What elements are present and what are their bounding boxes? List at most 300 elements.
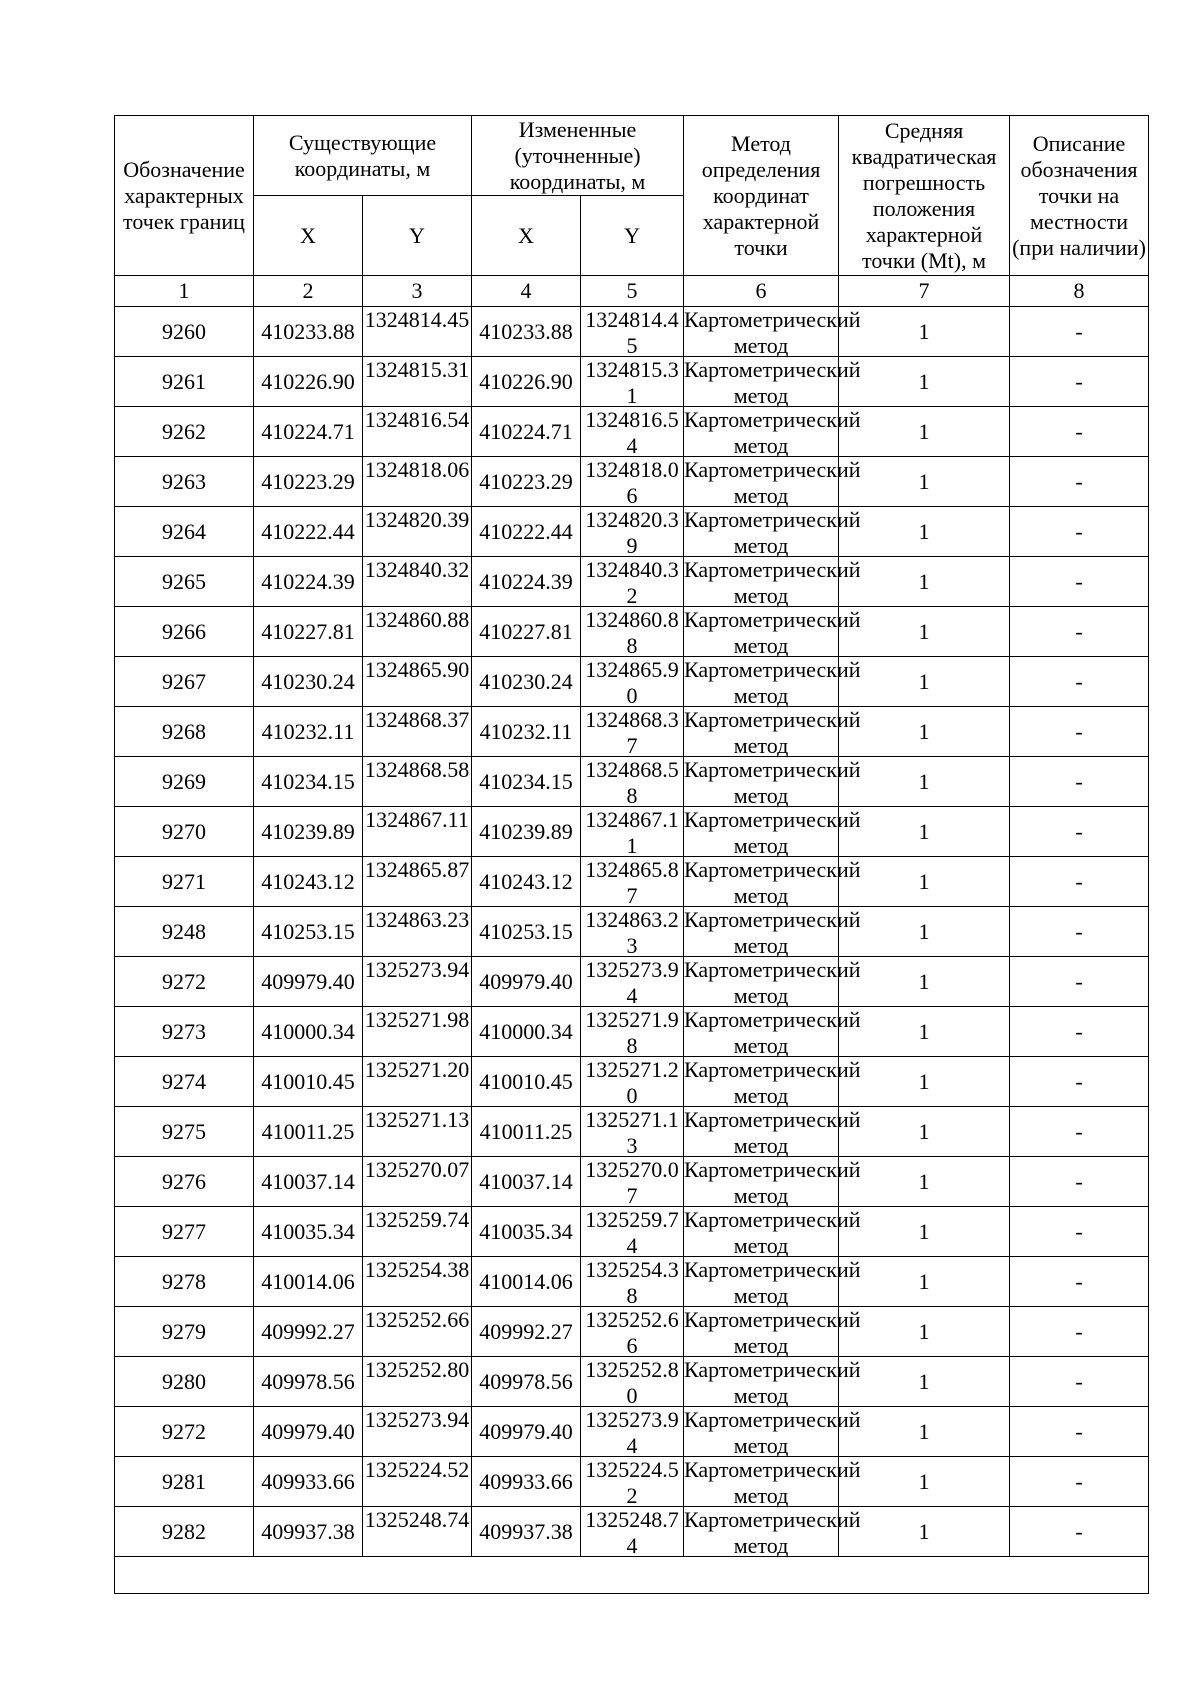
- changed-y-cell-text: 1324840.32: [585, 557, 679, 608]
- column-number: 1: [115, 276, 254, 307]
- existing-y-cell-text: 1324860.88: [364, 607, 470, 632]
- existing-x-cell: 410011.25: [254, 1107, 363, 1157]
- existing-x-cell: 410239.89: [254, 807, 363, 857]
- point-id-cell: 9271: [115, 857, 254, 907]
- changed-x-cell: 410010.45: [472, 1057, 581, 1107]
- method-cell-text: Картометрический метод: [684, 857, 861, 908]
- method-cell-text: Картометрический метод: [684, 1007, 861, 1058]
- method-cell: [684, 1307, 861, 1358]
- method-cell-text: Картометрический метод: [684, 307, 861, 358]
- existing-y-cell: [363, 607, 472, 657]
- description-cell: -: [1010, 557, 1149, 607]
- point-id-cell: 9267: [115, 657, 254, 707]
- description-cell: -: [1010, 607, 1149, 657]
- table-row: [115, 1457, 1149, 1507]
- point-id-cell: 9280: [115, 1357, 254, 1407]
- existing-y-cell: [363, 1207, 472, 1257]
- existing-x-cell: 409979.40: [254, 1407, 363, 1457]
- method-cell: [684, 1257, 861, 1308]
- description-cell: -: [1010, 657, 1149, 707]
- table-row: [115, 307, 1149, 357]
- method-cell: [684, 407, 861, 458]
- existing-x-cell: 410253.15: [254, 907, 363, 957]
- method-cell-text: Картометрический метод: [684, 407, 861, 458]
- existing-y-cell-text: 1325252.66: [364, 1307, 470, 1332]
- point-id-cell: 9282: [115, 1507, 254, 1557]
- table-row: [115, 1257, 1149, 1307]
- coordinates-sheet: [114, 115, 1148, 1594]
- mean-error-cell: 1: [839, 1157, 1010, 1207]
- method-cell: [684, 1457, 861, 1508]
- point-id-cell: 9264: [115, 507, 254, 557]
- method-cell: [684, 1507, 861, 1558]
- existing-y-cell: [363, 1307, 472, 1357]
- method-cell: [684, 1407, 861, 1458]
- method-cell-text: Картометрический метод: [684, 1357, 861, 1408]
- table-row: [115, 1057, 1149, 1107]
- method-cell: [684, 1207, 861, 1258]
- column-number: 2: [254, 276, 363, 307]
- description-cell: -: [1010, 1057, 1149, 1107]
- changed-x-cell: 410223.29: [472, 457, 581, 507]
- method-cell: [684, 357, 861, 408]
- existing-y-cell: [363, 1057, 472, 1107]
- method-cell-text: Картометрический метод: [684, 357, 861, 408]
- method-cell: [684, 707, 861, 758]
- method-cell: [684, 1107, 861, 1158]
- table-row: [115, 1507, 1149, 1557]
- existing-y-cell-text: 1325271.13: [364, 1107, 470, 1132]
- point-id-cell: 9272: [115, 1407, 254, 1457]
- existing-y-cell-text: 1324818.06: [364, 457, 470, 482]
- changed-y-cell: [581, 807, 684, 857]
- existing-y-cell: [363, 757, 472, 807]
- changed-y-cell-text: 1324867.11: [585, 807, 679, 858]
- changed-x-cell: 409978.56: [472, 1357, 581, 1407]
- changed-x-cell: 409979.40: [472, 1407, 581, 1457]
- changed-y-cell-text: 1324868.58: [585, 757, 679, 808]
- changed-x-cell: 410035.34: [472, 1207, 581, 1257]
- changed-y-cell-text: 1324863.23: [585, 907, 679, 958]
- changed-x-cell: 409992.27: [472, 1307, 581, 1357]
- changed-x-cell: 409937.38: [472, 1507, 581, 1557]
- point-id-cell: 9270: [115, 807, 254, 857]
- changed-y-cell: [581, 1407, 684, 1457]
- existing-x-cell: 410230.24: [254, 657, 363, 707]
- changed-y-cell: [581, 1107, 684, 1157]
- method-cell: [684, 1157, 861, 1208]
- table-row: [115, 857, 1149, 907]
- coordinates-table: [114, 115, 1149, 1594]
- existing-x-cell: 410014.06: [254, 1257, 363, 1307]
- table-row: [115, 1007, 1149, 1057]
- changed-y-cell-text: 1325270.07: [585, 1157, 679, 1208]
- method-cell-text: Картометрический метод: [684, 957, 861, 1008]
- changed-y-cell: [581, 1457, 684, 1507]
- changed-y-cell: [581, 707, 684, 757]
- description-cell: -: [1010, 1407, 1149, 1457]
- description-cell: -: [1010, 807, 1149, 857]
- existing-y-cell-text: 1324863.23: [364, 907, 470, 932]
- header-existing-x: X: [254, 196, 363, 276]
- header-changed-y: Y: [581, 196, 684, 276]
- column-number: 7: [839, 276, 1010, 307]
- existing-y-cell: [363, 357, 472, 407]
- existing-y-cell: [363, 807, 472, 857]
- changed-x-cell: 410233.88: [472, 307, 581, 357]
- method-cell-text: Картометрический метод: [684, 707, 861, 758]
- mean-error-cell: 1: [839, 707, 1010, 757]
- method-cell: [684, 757, 861, 808]
- method-cell-text: Картометрический метод: [684, 1107, 861, 1158]
- description-cell: -: [1010, 1307, 1149, 1357]
- method-cell-text: Картометрический метод: [684, 557, 861, 608]
- changed-y-cell: [581, 407, 684, 457]
- changed-y-cell: [581, 1007, 684, 1057]
- point-id-cell: 9269: [115, 757, 254, 807]
- changed-x-cell: 410253.15: [472, 907, 581, 957]
- mean-error-cell: 1: [839, 557, 1010, 607]
- changed-y-cell: [581, 307, 684, 357]
- point-id-cell: 9272: [115, 957, 254, 1007]
- changed-y-cell-text: 1324814.45: [585, 307, 679, 358]
- table-row: [115, 1107, 1149, 1157]
- changed-y-cell: [581, 1057, 684, 1107]
- point-id-cell: 9268: [115, 707, 254, 757]
- table-row: [115, 657, 1149, 707]
- changed-y-cell-text: 1325273.94: [585, 1407, 679, 1458]
- changed-x-cell: 410239.89: [472, 807, 581, 857]
- column-number: 3: [363, 276, 472, 307]
- mean-error-cell: 1: [839, 1307, 1010, 1357]
- table-body: [115, 307, 1149, 1557]
- changed-y-cell-text: 1325271.98: [585, 1007, 679, 1058]
- existing-x-cell: 410243.12: [254, 857, 363, 907]
- existing-y-cell: [363, 707, 472, 757]
- changed-y-cell-text: 1325271.13: [585, 1107, 679, 1158]
- header-method: Метод определения координат характерной точки: [684, 116, 839, 276]
- point-id-cell: 9260: [115, 307, 254, 357]
- changed-y-cell: [581, 857, 684, 907]
- changed-x-cell: 410037.14: [472, 1157, 581, 1207]
- table-row: [115, 407, 1149, 457]
- changed-y-cell: [581, 657, 684, 707]
- changed-y-cell: [581, 907, 684, 957]
- changed-y-cell-text: 1325271.20: [585, 1057, 679, 1108]
- existing-x-cell: 409979.40: [254, 957, 363, 1007]
- changed-x-cell: 409933.66: [472, 1457, 581, 1507]
- method-cell: [684, 957, 861, 1008]
- method-cell-text: Картометрический метод: [684, 1407, 861, 1458]
- changed-x-cell: 410224.39: [472, 557, 581, 607]
- method-cell: [684, 307, 861, 358]
- table-row: [115, 757, 1149, 807]
- existing-y-cell-text: 1324865.87: [364, 857, 470, 882]
- existing-y-cell: [363, 407, 472, 457]
- description-cell: -: [1010, 957, 1149, 1007]
- description-cell: -: [1010, 507, 1149, 557]
- changed-y-cell-text: 1324865.90: [585, 657, 679, 708]
- existing-y-cell-text: 1325224.52: [364, 1457, 470, 1482]
- description-cell: -: [1010, 307, 1149, 357]
- changed-x-cell: 410224.71: [472, 407, 581, 457]
- existing-y-cell: [363, 1357, 472, 1407]
- description-cell: -: [1010, 1107, 1149, 1157]
- changed-x-cell: 410232.11: [472, 707, 581, 757]
- mean-error-cell: 1: [839, 857, 1010, 907]
- changed-y-cell-text: 1324865.87: [585, 857, 679, 908]
- existing-x-cell: 410233.88: [254, 307, 363, 357]
- header-existing-y: Y: [363, 196, 472, 276]
- changed-y-cell: [581, 1207, 684, 1257]
- existing-y-cell-text: 1324868.58: [364, 757, 470, 782]
- method-cell-text: Картометрический метод: [684, 757, 861, 808]
- changed-x-cell: 410000.34: [472, 1007, 581, 1057]
- changed-y-cell: [581, 1507, 684, 1557]
- mean-error-cell: 1: [839, 907, 1010, 957]
- changed-y-cell: [581, 607, 684, 657]
- method-cell-text: Картометрический метод: [684, 1157, 861, 1208]
- method-cell-text: Картометрический метод: [684, 607, 861, 658]
- mean-error-cell: 1: [839, 1407, 1010, 1457]
- method-cell-text: Картометрический метод: [684, 1207, 861, 1258]
- description-cell: -: [1010, 407, 1149, 457]
- existing-y-cell: [363, 1007, 472, 1057]
- method-cell-text: Картометрический метод: [684, 1257, 861, 1308]
- existing-y-cell: [363, 1157, 472, 1207]
- table-row: [115, 1407, 1149, 1457]
- column-number: 8: [1010, 276, 1149, 307]
- existing-y-cell: [363, 907, 472, 957]
- existing-x-cell: 410227.81: [254, 607, 363, 657]
- column-number: 6: [684, 276, 839, 307]
- changed-y-cell-text: 1325259.74: [585, 1207, 679, 1258]
- existing-y-cell: [363, 657, 472, 707]
- table-row: [115, 357, 1149, 407]
- mean-error-cell: 1: [839, 1007, 1010, 1057]
- existing-y-cell-text: 1324814.45: [364, 307, 470, 332]
- method-cell: [684, 657, 861, 708]
- method-cell-text: Картометрический метод: [684, 1307, 861, 1358]
- existing-y-cell-text: 1325254.38: [364, 1257, 470, 1282]
- method-cell-text: Картометрический метод: [684, 1457, 861, 1508]
- table-row: [115, 1307, 1149, 1357]
- changed-y-cell-text: 1324816.54: [585, 407, 679, 458]
- method-cell: [684, 907, 861, 958]
- existing-x-cell: 409937.38: [254, 1507, 363, 1557]
- existing-x-cell: 410037.14: [254, 1157, 363, 1207]
- table-row: [115, 557, 1149, 607]
- changed-y-cell: [581, 957, 684, 1007]
- existing-y-cell-text: 1325259.74: [364, 1207, 470, 1232]
- changed-y-cell: [581, 757, 684, 807]
- mean-error-cell: 1: [839, 457, 1010, 507]
- mean-error-cell: 1: [839, 657, 1010, 707]
- existing-y-cell: [363, 1457, 472, 1507]
- existing-x-cell: 410234.15: [254, 757, 363, 807]
- table-header: [115, 116, 1149, 307]
- existing-y-cell-text: 1324868.37: [364, 707, 470, 732]
- description-cell: -: [1010, 1007, 1149, 1057]
- description-cell: -: [1010, 1207, 1149, 1257]
- mean-error-cell: 1: [839, 757, 1010, 807]
- changed-x-cell: 410230.24: [472, 657, 581, 707]
- existing-y-cell: [363, 1107, 472, 1157]
- mean-error-cell: 1: [839, 807, 1010, 857]
- mean-error-cell: 1: [839, 507, 1010, 557]
- existing-y-cell-text: 1325248.74: [364, 1507, 470, 1532]
- existing-y-cell-text: 1324815.31: [364, 357, 470, 382]
- mean-error-cell: 1: [839, 1207, 1010, 1257]
- existing-y-cell: [363, 1257, 472, 1307]
- point-id-cell: 9265: [115, 557, 254, 607]
- mean-error-cell: 1: [839, 957, 1010, 1007]
- description-cell: -: [1010, 457, 1149, 507]
- existing-y-cell-text: 1325270.07: [364, 1157, 470, 1182]
- existing-y-cell-text: 1325273.94: [364, 1407, 470, 1432]
- point-id-cell: 9274: [115, 1057, 254, 1107]
- description-cell: -: [1010, 757, 1149, 807]
- description-cell: -: [1010, 1257, 1149, 1307]
- mean-error-cell: 1: [839, 1057, 1010, 1107]
- existing-y-cell-text: 1324840.32: [364, 557, 470, 582]
- method-cell: [684, 1057, 861, 1108]
- header-mean-square-error: Средняя квадратическая погрешность положения характерной точки (Mt), м: [839, 116, 1010, 276]
- existing-y-cell: [363, 307, 472, 357]
- existing-x-cell: 410224.71: [254, 407, 363, 457]
- description-cell: -: [1010, 357, 1149, 407]
- changed-y-cell: [581, 1307, 684, 1357]
- existing-x-cell: 410035.34: [254, 1207, 363, 1257]
- header-changed-coordinates: Измененные (уточненные) координаты, м: [472, 116, 684, 196]
- point-id-cell: 9276: [115, 1157, 254, 1207]
- changed-x-cell: 410226.90: [472, 357, 581, 407]
- changed-y-cell: [581, 507, 684, 557]
- existing-x-cell: 410232.11: [254, 707, 363, 757]
- table-row: [115, 1357, 1149, 1407]
- changed-y-cell-text: 1324815.31: [585, 357, 679, 408]
- table-row: [115, 457, 1149, 507]
- point-id-cell: 9279: [115, 1307, 254, 1357]
- header-existing-coordinates: Существующие координаты, м: [254, 116, 472, 196]
- description-cell: -: [1010, 1157, 1149, 1207]
- table-row: [115, 1157, 1149, 1207]
- existing-y-cell-text: 1325271.20: [364, 1057, 470, 1082]
- existing-x-cell: 410010.45: [254, 1057, 363, 1107]
- existing-y-cell-text: 1324867.11: [365, 807, 469, 832]
- method-cell-text: Картометрический метод: [684, 1507, 861, 1558]
- existing-y-cell-text: 1325271.98: [364, 1007, 470, 1032]
- table-row: [115, 957, 1149, 1007]
- table-row: [115, 807, 1149, 857]
- changed-x-cell: 410014.06: [472, 1257, 581, 1307]
- table-row: [115, 907, 1149, 957]
- method-cell: [684, 807, 861, 858]
- changed-y-cell-text: 1325248.74: [585, 1507, 679, 1558]
- method-cell-text: Картометрический метод: [684, 1057, 861, 1108]
- method-cell: [684, 457, 861, 508]
- existing-y-cell-text: 1324865.90: [364, 657, 470, 682]
- existing-y-cell-text: 1324816.54: [364, 407, 470, 432]
- changed-y-cell: [581, 1257, 684, 1307]
- method-cell: [684, 507, 861, 558]
- changed-y-cell: [581, 357, 684, 407]
- changed-y-cell-text: 1325273.94: [585, 957, 679, 1008]
- point-id-cell: 9262: [115, 407, 254, 457]
- point-id-cell: 9263: [115, 457, 254, 507]
- changed-y-cell-text: 1325252.80: [585, 1357, 679, 1408]
- description-cell: -: [1010, 707, 1149, 757]
- method-cell-text: Картометрический метод: [684, 507, 861, 558]
- changed-x-cell: 410227.81: [472, 607, 581, 657]
- existing-x-cell: 409933.66: [254, 1457, 363, 1507]
- existing-y-cell: [363, 957, 472, 1007]
- changed-x-cell: 410011.25: [472, 1107, 581, 1157]
- point-id-cell: 9278: [115, 1257, 254, 1307]
- point-id-cell: 9275: [115, 1107, 254, 1157]
- changed-y-cell: [581, 1357, 684, 1407]
- existing-x-cell: 409978.56: [254, 1357, 363, 1407]
- mean-error-cell: 1: [839, 1257, 1010, 1307]
- existing-y-cell: [363, 507, 472, 557]
- point-id-cell: 9266: [115, 607, 254, 657]
- mean-error-cell: 1: [839, 1107, 1010, 1157]
- changed-y-cell: [581, 1157, 684, 1207]
- existing-y-cell: [363, 857, 472, 907]
- changed-y-cell-text: 1325254.38: [585, 1257, 679, 1308]
- point-id-cell: 9277: [115, 1207, 254, 1257]
- column-number: 5: [581, 276, 684, 307]
- changed-x-cell: 409979.40: [472, 957, 581, 1007]
- changed-y-cell: [581, 457, 684, 507]
- description-cell: -: [1010, 1507, 1149, 1557]
- mean-error-cell: 1: [839, 1457, 1010, 1507]
- point-id-cell: 9248: [115, 907, 254, 957]
- description-cell: -: [1010, 1357, 1149, 1407]
- mean-error-cell: 1: [839, 1507, 1010, 1557]
- changed-y-cell-text: 1324868.37: [585, 707, 679, 758]
- existing-x-cell: 410224.39: [254, 557, 363, 607]
- mean-error-cell: 1: [839, 607, 1010, 657]
- changed-y-cell: [581, 557, 684, 607]
- existing-y-cell-text: 1324820.39: [364, 507, 470, 532]
- existing-x-cell: 410223.29: [254, 457, 363, 507]
- header-changed-x: X: [472, 196, 581, 276]
- header-point-description: Описание обозначения точки на местности (при наличии): [1010, 116, 1149, 276]
- point-id-cell: 9261: [115, 357, 254, 407]
- method-cell: [684, 1007, 861, 1058]
- description-cell: -: [1010, 857, 1149, 907]
- existing-y-cell: [363, 557, 472, 607]
- existing-x-cell: 410222.44: [254, 507, 363, 557]
- method-cell: [684, 857, 861, 908]
- method-cell-text: Картометрический метод: [684, 457, 861, 508]
- changed-x-cell: 410234.15: [472, 757, 581, 807]
- mean-error-cell: 1: [839, 1357, 1010, 1407]
- description-cell: -: [1010, 1457, 1149, 1507]
- table-row: [115, 1207, 1149, 1257]
- method-cell: [684, 557, 861, 608]
- table-footer-row: [115, 1557, 1149, 1594]
- changed-y-cell-text: 1324818.06: [585, 457, 679, 508]
- point-id-cell: 9273: [115, 1007, 254, 1057]
- existing-y-cell-text: 1325273.94: [364, 957, 470, 982]
- existing-y-cell-text: 1325252.80: [364, 1357, 470, 1382]
- method-cell-text: Картометрический метод: [684, 807, 861, 858]
- table-row: [115, 707, 1149, 757]
- existing-y-cell: [363, 457, 472, 507]
- existing-x-cell: 410226.90: [254, 357, 363, 407]
